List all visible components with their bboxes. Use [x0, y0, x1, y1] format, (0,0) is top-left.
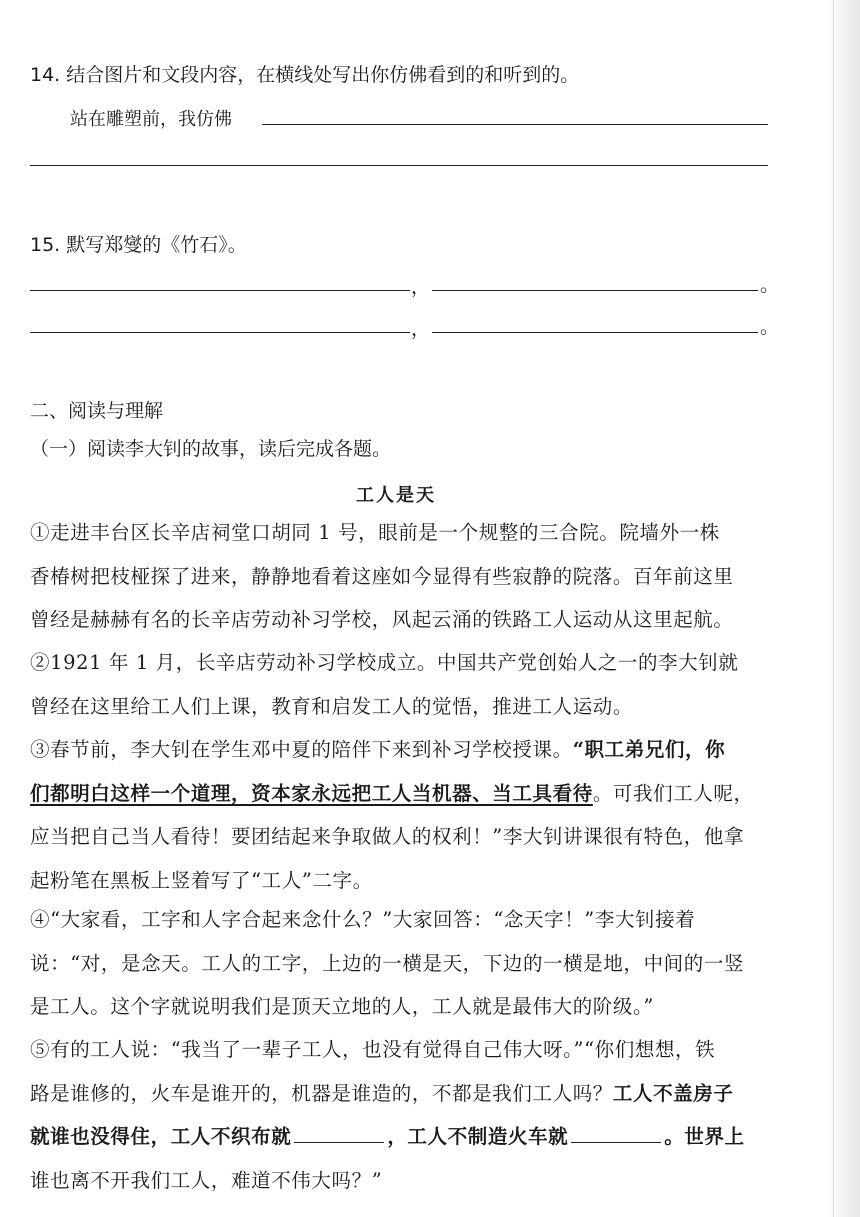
q14-answer-line-2: [30, 165, 768, 166]
p3-line-1-plain: ③春节前，李大钊在学生邓中夏的陪伴下来到补习学校授课。: [30, 738, 573, 761]
article-title: 工人是天: [356, 485, 436, 506]
paragraph-5: [30, 1028, 782, 1202]
paragraph-2: [30, 641, 782, 728]
q15-line-1a: [30, 290, 410, 291]
p3-underlined-sentence: 们都明白这样一个道理，资本家永远把工人当机器、当工具看待: [30, 781, 593, 805]
q14-answer-line-1: [262, 124, 768, 125]
q14-lead: 站在雕塑前，我仿佛: [70, 109, 232, 130]
p5-line-3-part-c: 。世界上: [664, 1125, 745, 1148]
q15-line-2a: [30, 332, 410, 333]
q15-line-1b: [432, 290, 758, 291]
p1-line-2: 香椿树把枝桠探了进来，静静地看着这座如今显得有些寂静的院落。百年前这里: [30, 564, 734, 588]
q15-line-2b: [432, 332, 758, 333]
p4-line-1: ④“大家看，工字和人字合起来念什么？”大家回答：“念天字！”李大钊接着: [30, 908, 696, 931]
p5-line-3-part-a: 就谁也没得住，工人不织布就: [30, 1125, 292, 1148]
p3-line-1-bold: “职工弟兄们，你: [572, 738, 726, 761]
p1-line-1: ①走进丰台区长辛店祠堂口胡同 1 号，眼前是一个规整的三合院。院墙外一株: [30, 521, 720, 544]
p5-line-2-plain: 路是谁修的，火车是谁开的，机器是谁造的，不都是我们工人吗？: [30, 1081, 613, 1105]
p2-line-2: 曾经在这里给工人们上课，教育和启发工人的觉悟，推进工人运动。: [30, 694, 634, 718]
q15-comma-2: ，: [411, 318, 431, 340]
p5-line-3-part-b: ，工人不制造火车就: [387, 1125, 569, 1148]
p5-line-3: [30, 1115, 782, 1159]
paragraph-1: [30, 511, 782, 642]
q14-prompt: 14. 结合图片和文段内容，在横线处写出你仿佛看到的和听到的。: [30, 64, 580, 86]
p3-line-2: [30, 772, 782, 816]
page-edge-shadow: [826, 0, 860, 1217]
q15-comma-1: ，: [411, 276, 431, 298]
p4-line-2: 说：“对，是念天。工人的工字，上边的一横是天，下边的一横是地，中间的一竖: [30, 951, 745, 975]
paragraph-3: [30, 728, 782, 902]
q15-prompt: 15. 默写郑燮的《竹石》。: [30, 234, 247, 256]
p5-line-4: 谁也离不开我们工人，难道不伟大吗？”: [30, 1168, 383, 1192]
p5-line-2-bold: 工人不盖房子: [612, 1081, 734, 1105]
section-title: 二、阅读与理解: [30, 400, 164, 422]
p2-line-1: ②1921 年 1 月，长辛店劳动补习学校成立。中国共产党创始人之一的李大钊就: [30, 651, 739, 674]
p3-line-2-plain: 。可我们工人呢，: [592, 781, 754, 805]
paragraph-4: [30, 898, 782, 1029]
p5-blank-1: [294, 1124, 384, 1143]
p5-blank-2: [571, 1124, 661, 1143]
p1-line-3: 曾经是赫赫有名的长辛店劳动补习学校，风起云涌的铁路工人运动从这里起航。: [30, 608, 734, 631]
section-subtitle: （一）阅读李大钊的故事，读后完成各题。: [30, 438, 392, 460]
q15-period-2: 。: [760, 316, 780, 338]
p5-line-2: [30, 1072, 782, 1116]
p5-line-1: ⑤有的工人说：“我当了一辈子工人，也没有觉得自己伟大呀。”“你们想想，铁: [30, 1038, 716, 1061]
page-edge-line: [833, 0, 834, 1217]
p3-line-4: 起粉笔在黑板上竖着写了“工人”二字。: [30, 868, 373, 892]
p4-line-3: 是工人。这个字就说明我们是顶天立地的人，工人就是最伟大的阶级。”: [30, 995, 654, 1018]
p3-line-1: [30, 728, 782, 772]
p3-line-3: 应当把自己当人看待！要团结起来争取做人的权利！”李大钊讲课很有特色，他拿: [30, 825, 745, 848]
q15-period-1: 。: [760, 274, 780, 296]
